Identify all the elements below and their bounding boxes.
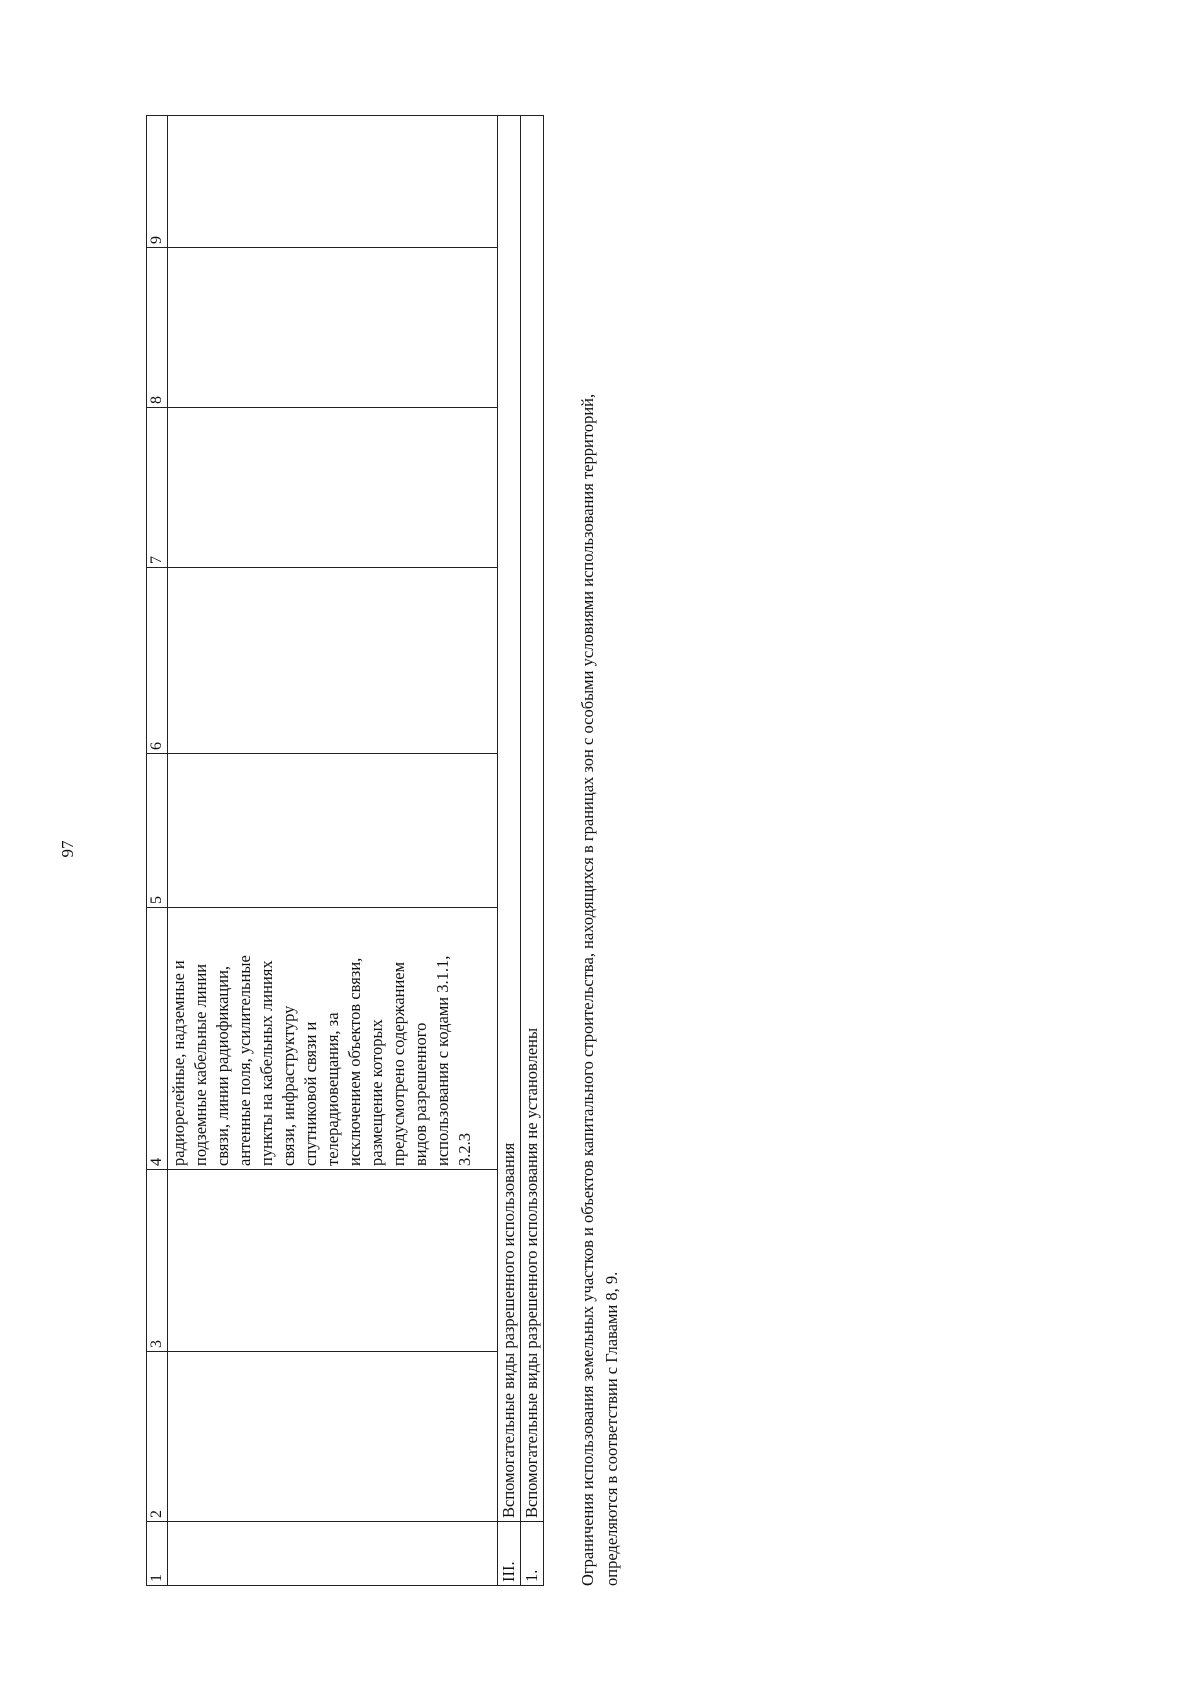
table-cell — [168, 1522, 498, 1586]
column-number: 6 — [147, 568, 168, 754]
description-line: радиорелейные, надземные и — [169, 960, 188, 1166]
column-number: 2 — [147, 1352, 168, 1522]
column-number: 7 — [147, 408, 168, 568]
description-line: спутниковой связи и — [301, 1021, 320, 1166]
section-title: Вспомогательные виды разрешенного использования — [498, 116, 521, 1522]
column-number: 5 — [147, 754, 168, 908]
description-line: пункты на кабельных линиях — [257, 960, 276, 1166]
zoning-table — [146, 115, 544, 1586]
restrictions-note — [576, 116, 624, 1586]
description-line: 3.2.3 — [455, 1133, 474, 1166]
column-number: 3 — [147, 1170, 168, 1352]
column-number: 8 — [147, 248, 168, 408]
description-line: использования с кодами 3.1.1, — [433, 955, 452, 1166]
description-line: антенные поля, усилительные — [235, 955, 254, 1166]
description-line: размещение которых — [367, 1019, 386, 1166]
column-number-row — [147, 116, 168, 1586]
note-line: Ограничения использования земельных участков и объектов капитального строительства, находящихся в границах зон с особыми условиями использования территорий, — [578, 393, 597, 1586]
table-cell — [168, 116, 498, 248]
subsection-title: Вспомогательные виды разрешенного использования не установлены — [521, 116, 544, 1522]
table-cell — [168, 568, 498, 754]
description-cell — [168, 908, 498, 1170]
description-line: исключением объектов связи, — [345, 957, 364, 1166]
page-number: 97 — [58, 840, 77, 858]
column-number: 1 — [147, 1522, 168, 1586]
subsection-row — [521, 116, 544, 1586]
description-line: телерадиовещания, за — [323, 1012, 342, 1166]
description-line: связи, инфраструктуру — [279, 1005, 298, 1166]
description-line: видов разрешенного — [411, 1022, 430, 1166]
description-line: связи, линии радиофикации, — [213, 965, 232, 1166]
table-cell — [168, 754, 498, 908]
note-line: определяются в соответствии с Главами 8, 9. — [602, 1271, 621, 1586]
table-cell — [168, 1170, 498, 1352]
rotated-sheet — [146, 116, 621, 1586]
table-cell — [168, 248, 498, 408]
column-number: 9 — [147, 116, 168, 248]
section-row — [498, 116, 521, 1586]
table-cell — [168, 408, 498, 568]
description-line: подземные кабельные линии — [191, 963, 210, 1166]
column-number: 4 — [147, 908, 168, 1170]
section-number: III. — [498, 1522, 521, 1586]
table-cell — [168, 1352, 498, 1522]
subsection-number: 1. — [521, 1522, 544, 1586]
table-row — [168, 116, 498, 1586]
description-line: предусмотрено содержанием — [389, 961, 408, 1166]
